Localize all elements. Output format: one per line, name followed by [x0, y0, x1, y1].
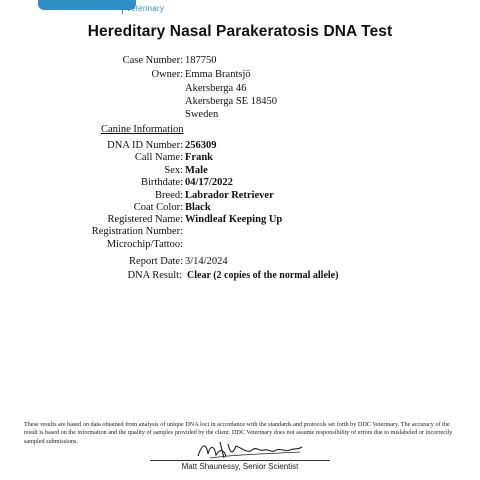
address-line3: Sweden — [185, 109, 219, 120]
field-label: Call Name: — [134, 152, 183, 163]
report-date-label: Report Date: — [129, 256, 183, 267]
address-line1: Akersberga 46 — [185, 83, 247, 94]
owner-name: Emma Brantsjö — [185, 69, 251, 80]
field-label: Registration Number: — [91, 226, 183, 237]
case-number-label: Case Number: — [122, 55, 183, 66]
logo-subtitle: Veterinary — [126, 4, 165, 13]
field-label: Coat Color: — [133, 202, 183, 213]
case-number-value: 187750 — [185, 55, 217, 66]
field-label: Microchip/Tattoo: — [106, 239, 183, 250]
field-value: 256309 — [185, 140, 217, 151]
logo-divider — [122, 4, 123, 14]
field-value: Frank — [185, 152, 214, 163]
field-label: Registered Name: — [107, 214, 183, 225]
signatory-name: Matt Shaunessy, Senior Scientist — [181, 462, 299, 471]
dna-result-value: Clear (2 copies of the normal allele) — [187, 270, 339, 281]
field-label: Breed: — [155, 190, 183, 201]
field-label: DNA ID Number: — [107, 140, 183, 151]
dna-result-label: DNA Result: — [127, 270, 182, 281]
owner-label: Owner: — [151, 69, 183, 80]
disclaimer-text: These results are based on data obtained from analysis of unique DNA loci in accordance with the standards and protocols set forth by DDC Veterinary. The accuracy of the result is based on the information and the quality of samples provided by the client. DDC Veterinary does not assume responsibility of errors due to mislabeled or incorrectly sampled submissions. — [24, 421, 453, 445]
field-value: Black — [185, 202, 211, 213]
field-label: Sex: — [164, 165, 183, 176]
page-title: Hereditary Nasal Parakeratosis DNA Test — [87, 23, 393, 40]
ddc-logo — [38, 0, 165, 16]
field-label: Birthdate: — [141, 177, 183, 188]
address-line2: Akersberga SE 18450 — [185, 96, 277, 107]
field-value: 04/17/2022 — [185, 177, 233, 188]
canine-section-title: Canine Information — [101, 124, 184, 135]
field-value: Labrador Retriever — [185, 190, 274, 201]
field-value: Windleaf Keeping Up — [185, 214, 283, 225]
field-value: Male — [185, 165, 208, 176]
signature-line — [150, 460, 330, 461]
report-date-value: 3/14/2024 — [185, 256, 228, 267]
